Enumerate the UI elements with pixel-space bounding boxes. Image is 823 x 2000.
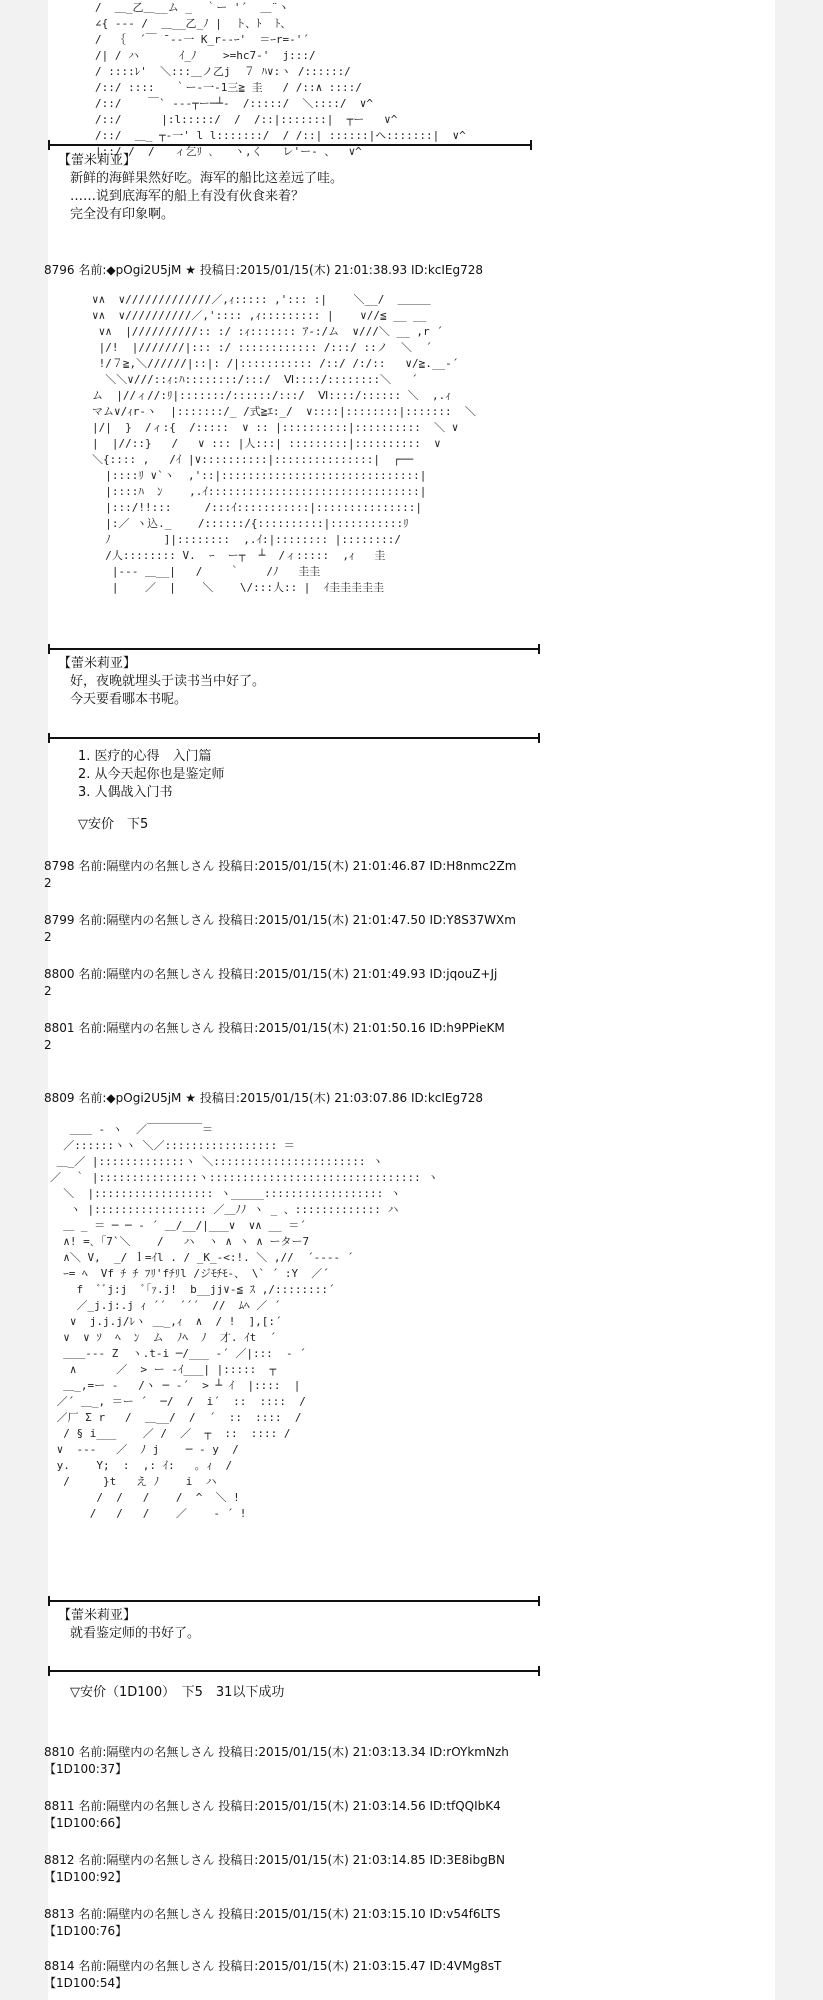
date-label: 投稿日:	[199, 263, 240, 277]
speaker-label: 【蕾米莉亚】	[58, 1608, 137, 1623]
divider	[48, 1670, 540, 1672]
divider	[48, 144, 532, 146]
post	[44, 1798, 501, 1832]
date-label: 投稿日:	[218, 1907, 259, 1921]
post-body: 2	[44, 1038, 52, 1052]
date-label: 投稿日:	[218, 859, 259, 873]
name-label: 名前:	[78, 913, 107, 927]
post-date: 2015/01/15(木) 21:01:47.50	[258, 913, 426, 927]
post-body: 2	[44, 984, 52, 998]
poster-name: 隔壁内の名無しさん	[106, 1745, 215, 1759]
post-date: 2015/01/15(木) 21:03:13.34	[258, 1745, 426, 1759]
poster-name: 隔壁内の名無しさん	[106, 1799, 215, 1813]
post-id: ID:Y8S37WXm	[429, 913, 516, 927]
poster-name: 隔壁内の名無しさん	[106, 1907, 215, 1921]
post-number: 8798	[44, 859, 75, 873]
post-id: ID:tfQQIbK4	[429, 1799, 501, 1813]
left-margin	[0, 0, 48, 2000]
post-number: 8811	[44, 1799, 75, 1813]
post-number: 8796	[44, 263, 75, 277]
roll-prompt: ▽安价（1D100） 下5 31以下成功	[70, 1685, 285, 1700]
date-label: 投稿日:	[218, 1959, 259, 1973]
choice-item: 2. 从今天起你也是鉴定师	[78, 767, 225, 782]
name-label: 名前:	[78, 1907, 107, 1921]
post	[44, 1958, 501, 1992]
post-date: 2015/01/15(木) 21:03:14.56	[258, 1799, 426, 1813]
poster-name: 隔壁内の名無しさん	[106, 967, 215, 981]
speech-block	[58, 1607, 200, 1643]
speech-line: ……说到底海军的船上有没有伙食来着？	[70, 189, 305, 204]
speaker-label: 【蕾米莉亚】	[58, 153, 137, 168]
post-body: 2	[44, 876, 52, 890]
choice-item: 1. 医疗的心得 入门篇	[78, 749, 212, 764]
name-label: 名前:	[78, 1021, 107, 1035]
poster-name: ◆pOgi2U5jM ★	[106, 1091, 196, 1105]
ascii-art-remilia-reading: ＿＿ ‐ ヽ ／￣￣￣￣￣＝ ／::::::ヽヽ ＼／::::::::::::::::: ＝ ＿_／ |:::::::::::::ヽ ＼::::::::::::::::::::::: ヽ ／ ｀ |:::::::::::::::ヽ:::::::::::::::::::::::::::::::: ヽ ＼ |:::::::::::::::::: ヽ_____:::::::::::::::::: ヽ ヽ |::::::::::::::::: ／＿ﾉﾉ ヽ _ 、::::::::::::: ハ ＿ _ ＝ ─ ─ ‐ ´ ＿/__/|___∨ ∨∧ __ ＝´ ∧! =､「7`＼ / ハ ヽ ∧ ヽ ∧ ーター7 ∧＼ V, _/ ｌ=ｲl . / _K_-<:!. ＼ ,// ´‐‐‐‐ ´ ｰ= ﾍ Vf ﾁ ﾁ ﾌﾘ'fﾁﾘl /ジﾓﾁﾓ-、 \` ´ :Y ／´ f ﾞﾞj:j ﾞ｢ｧ.j! b__jj∨-≦ ｽ ,/::::::::´ ／_j.j:.j ｨ ´´ ´´´ // ﾑﾍ ／ ´ ∨ j.j.j/ﾚヽ ＿_,ｨ ∧ / ! ],[:´ ∨ ∨ ｿ ﾍ ﾝ ム ﾉﾍ ﾉ 才. ｲt ´ ＿＿--‐ Z ヽ.t‐i ─/___ ‐´ ／|::: ‐ ´ ∧ ／ > ー -ｲ___| |::::: ┬ ＿_,=ー ‐ /ヽ ─ ‐´ > ┴ ｲ |:::: | ／´ ＿_, ＝ー ´ ─/ / i´ :: :::: / ／厂 Σ r / ＿__/ / ´ :: :::: / / § i___ ／ / ／ ┬ :: :::: / ∨ ‐‐‐ ／ ﾉ j ─ ‐ y / y. Y; : ,: ｲ: ｡ ｨ / / }t え ﾉ i ハ / / / / ^ ＼ ! / / / ／ ‐ ´ !	[50, 1123, 439, 1520]
speech-line: 就看鉴定师的书好了。	[70, 1626, 201, 1641]
speaker-label: 【蕾米莉亚】	[58, 656, 137, 671]
dice-result: 【1D100:54】	[44, 1976, 128, 1990]
speech-line: 今天要看哪本书呢。	[70, 692, 188, 707]
divider	[48, 737, 540, 739]
date-label: 投稿日:	[218, 1745, 259, 1759]
speech-block	[58, 152, 343, 224]
choice-prompt: ▽安价 下5	[78, 817, 149, 832]
post-date: 2015/01/15(木) 21:01:46.87	[258, 859, 426, 873]
post	[44, 1852, 505, 1886]
post	[44, 912, 516, 946]
ascii-art-remilia-smile: ∨∧ ∨/////////////／,ｨ::::: ,'::: :| ＼__/ ＿＿＿ ∨∧ ∨//////////／,':::: ,ｨ::::::::: | ∨//≦ __ __ ∨∧ |//////////:: :/ :ｨ::::::: ｱ‐:/ム ∨///＼ __ ,r ´ |/! |///////|::: :/ :::::::::::: /:::/ ::ノ ＼ ´ !/７≧,＼//////|::|: /|::::::::::: /::/ /:/:: ∨/≧.__-´ ＼＼∨///::ｨ:ﾊ::::::::/:::/ Ⅵ::::/::::::::＼ ´ ム |//ィ//:ﾘ|:::::::/::::::/:::/ Ⅵ::::/:::::: ＼ ,.ｨ マム∨/ｨr‐ヽ |:::::::/_ /式≧ｴ:_/ ∨::::|::::::::|::::::: ＼ |/| } /ィ:{ /::::: ∨ :: |::::::::::|:::::::::: ＼ ∨ | |//::} / ∨ ::: |人:::| :::::::::|:::::::::: ∨ ＼{:::: , /ｲ |∨::::::::::|:::::::::::::::| ┌── |::::ﾘ ∨`ヽ ,'::|::::::::::::::::::::::::::::::| |::::ﾊ ﾝ ,.ｲ::::::::::::::::::::::::::::::::| |:::/!!::: /:::ｲ:::::::::::|:::::::::::::::| |:／ ヽ込._ /::::::/{::::::::::|:::::::::::ﾘ ﾉ ]|:::::::: ,.ｲ:|:::::::: |::::::::/ /人:::::::: V. ｰ ー┬ ┴ /ィ::::: ,ｨ 圭 |‐‐‐ ＿__| / ｀ /ﾉ 圭圭 | ／ | ＼ \/:::人:: | ｲ圭圭圭圭圭	[92, 293, 476, 594]
post-date: 2015/01/15(木) 21:01:38.93	[239, 263, 408, 277]
name-label: 名前:	[78, 1745, 107, 1759]
speech-line: 新鲜的海鲜果然好吃。海军的船比这差远了哇。	[70, 171, 344, 186]
name-label: 名前:	[78, 859, 107, 873]
post-number: 8814	[44, 1959, 75, 1973]
poster-name: ◆pOgi2U5jM ★	[106, 263, 196, 277]
post-number: 8813	[44, 1907, 75, 1921]
poster-name: 隔壁内の名無しさん	[106, 1021, 215, 1035]
choice-list	[78, 748, 225, 834]
poster-name: 隔壁内の名無しさん	[106, 913, 215, 927]
poster-name: 隔壁内の名無しさん	[106, 1959, 215, 1973]
post	[44, 1744, 509, 1778]
name-label: 名前:	[78, 263, 107, 277]
post-date: 2015/01/15(木) 21:03:07.86	[239, 1091, 408, 1105]
post-number: 8801	[44, 1021, 75, 1035]
post-id: ID:3E8ibgBN	[429, 1853, 505, 1867]
post	[44, 966, 497, 1000]
roll-prompt-block	[70, 1684, 284, 1702]
dice-result: 【1D100:92】	[44, 1870, 128, 1884]
post-id: ID:H8nmc2Zm	[429, 859, 517, 873]
choice-item: 3. 人偶战入门书	[78, 785, 173, 800]
dice-result: 【1D100:76】	[44, 1924, 128, 1938]
post-header	[44, 262, 483, 279]
post-body: 2	[44, 930, 52, 944]
divider	[48, 648, 540, 650]
post	[44, 1020, 505, 1054]
post-id: ID:jqouZ+Jj	[429, 967, 498, 981]
post-date: 2015/01/15(木) 21:03:15.47	[258, 1959, 426, 1973]
date-label: 投稿日:	[218, 913, 259, 927]
post-date: 2015/01/15(木) 21:01:50.16	[258, 1021, 426, 1035]
post-date: 2015/01/15(木) 21:03:15.10	[258, 1907, 426, 1921]
post-date: 2015/01/15(木) 21:03:14.85	[258, 1853, 426, 1867]
post-date: 2015/01/15(木) 21:01:49.93	[258, 967, 426, 981]
post-id: ID:kcIEg728	[411, 1091, 484, 1105]
divider	[48, 1600, 540, 1602]
speech-line: 好，夜晚就埋头于读书当中好了。	[70, 674, 266, 689]
date-label: 投稿日:	[218, 1021, 259, 1035]
date-label: 投稿日:	[218, 967, 259, 981]
name-label: 名前:	[78, 1799, 107, 1813]
name-label: 名前:	[78, 1091, 107, 1105]
post-number: 8812	[44, 1853, 75, 1867]
date-label: 投稿日:	[218, 1853, 259, 1867]
post-number: 8809	[44, 1091, 75, 1105]
post	[44, 1906, 501, 1940]
post-id: ID:4VMg8sT	[429, 1959, 502, 1973]
poster-name: 隔壁内の名無しさん	[106, 859, 215, 873]
post-id: ID:h9PPieKM	[429, 1021, 505, 1035]
speech-line: 完全没有印象啊。	[70, 207, 175, 222]
post-id: ID:rOYkmNzh	[429, 1745, 509, 1759]
speech-block	[58, 655, 265, 709]
dice-result: 【1D100:37】	[44, 1762, 128, 1776]
date-label: 投稿日:	[199, 1091, 240, 1105]
post-header	[44, 1090, 483, 1107]
name-label: 名前:	[78, 967, 107, 981]
ascii-art-top: / ＿_乙＿__ム _ ｀ー '´ ＿¨ヽ ∠{ ‐-‐ / ＿__乙_ﾉ | ト、ﾄ ﾄ、 / ｛ ´￣ ̄ ‐-一 K_r‐-ｰ' ＝ｰr=‐'´ /| / ハ ｲ_ﾉ >=hc7‐' j:::/ / ::::ﾚ' ＼:::＿ノ乙j ７ ﾊ∨:ヽ /::::::/ /::/ :::: ｀ー-一‐1三≧ 圭 / /::∧ ::::/ /::/ ￣` ‐--┬ー─┴‐ /:::::/ ＼::::/ ∨^ /::/ |:l:::::/ / /::|:::::::| ┬ー ∨^ /::/ ＿_ ┬‐一' l l:::::::/ / /::| ::::::|ヘ:::::::| ∨^ |::/ / / ィ乞ﾘ ､ ヽ,く レ'ー‐ 、 ∨^	[95, 1, 466, 158]
date-label: 投稿日:	[218, 1799, 259, 1813]
name-label: 名前:	[78, 1853, 107, 1867]
name-label: 名前:	[78, 1959, 107, 1973]
post-id: ID:kcIEg728	[411, 263, 484, 277]
post-id: ID:v54f6LTS	[429, 1907, 501, 1921]
dice-result: 【1D100:66】	[44, 1816, 128, 1830]
right-margin	[775, 0, 823, 2000]
post	[44, 858, 516, 892]
post-number: 8799	[44, 913, 75, 927]
post-number: 8810	[44, 1745, 75, 1759]
poster-name: 隔壁内の名無しさん	[106, 1853, 215, 1867]
post-number: 8800	[44, 967, 75, 981]
